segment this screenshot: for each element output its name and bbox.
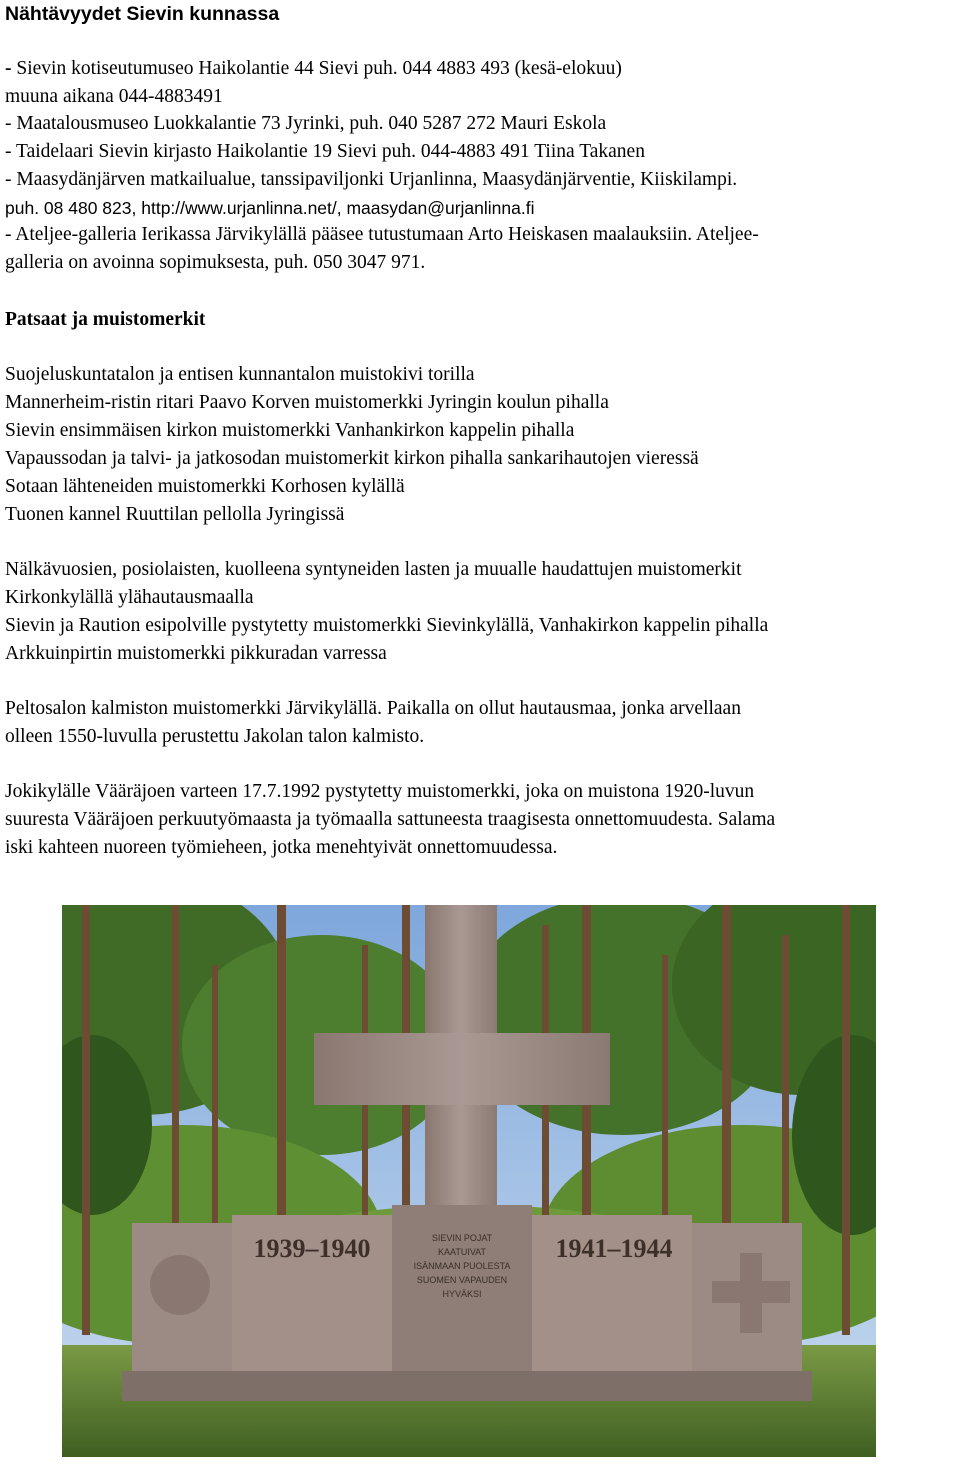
monument-line: Vapaussodan ja talvi- ja jatkosodan muistomerkit kirkon pihalla sankarihautojen vieressä [5,448,699,469]
monument-line: Sotaan lähteneiden muistomerkki Korhosen kylällä [5,476,405,497]
monument-line: Mannerheim-ristin ritari Paavo Korven muistomerkki Jyringin koulun pihalla [5,392,609,413]
monument-line: Arkkuinpirtin muistomerkki pikkuradan varressa [5,643,387,664]
year-text-left: 1939–1940 [253,1234,371,1263]
svg-text:HYVÄKSI: HYVÄKSI [442,1289,482,1299]
attraction-line: - Maasydänjärven matkailualue, tanssipaviljonki Urjanlinna, Maasydänjärventie, Kiiskilampi. [5,169,738,190]
monument-line: Suojeluskuntatalon ja entisen kunnantalon muistokivi torilla [5,364,475,385]
paragraph-line: iski kahteen nuoreen työmieheen, jotka menehtyivät onnettomuudessa. [5,837,558,858]
attraction-contact-line: puh. 08 480 823, http://www.urjanlinna.net/, maasydan@urjanlinna.fi [5,198,535,218]
svg-text:ISÄNMAAN PUOLESTA: ISÄNMAAN PUOLESTA [413,1261,511,1271]
attraction-line: - Sievin kotiseutumuseo Haikolantie 44 Sievi puh. 044 4883 493 (kesä-elokuu) [5,58,622,79]
monument-line: Nälkävuosien, posiolaisten, kuolleena syntyneiden lasten ja muualle haudattujen muistomerkit [5,559,742,580]
svg-text:KAATUIVAT: KAATUIVAT [437,1247,487,1257]
paragraph-line: suuresta Vääräjoen perkuutyömaasta ja työmaalla sattuneesta traagisesta onnettomuudesta. Salama [5,809,776,830]
svg-text:SIEVIN POJAT: SIEVIN POJAT [431,1233,493,1243]
paragraph-line: Peltosalon kalmiston muistomerkki Järvikylällä. Paikalla on ollut hautausmaa, jonka arvellaan [5,698,741,719]
attraction-line: - Ateljee-galleria Ierikassa Järvikylällä pääsee tutustumaan Arto Heiskasen maalauksiin. Ateljee- [5,224,759,245]
paragraph-line: olleen 1550-luvulla perustettu Jakolan talon kalmisto. [5,726,425,747]
svg-text:SUOMEN VAPAUDEN: SUOMEN VAPAUDEN [416,1275,508,1285]
attraction-line: muuna aikana 044-4883491 [5,86,223,107]
memorial-photo-drawing [62,905,876,1457]
monument-line: Tuonen kannel Ruuttilan pellolla Jyringissä [5,504,345,525]
soldier-relief [150,1255,210,1315]
monument-line: Sievin ja Raution esipolville pystytetty muistomerkki Sievinkylällä, Vanhakirkon kappelin pihalla [5,615,769,636]
monument-line: Sievin ensimmäisen kirkon muistomerkki Vanhankirkon kappelin pihalla [5,420,575,441]
paragraph-line: Jokikylälle Vääräjoen varteen 17.7.1992 pystytetty muistomerkki, joka on muistona 1920-luvun [5,781,755,802]
memorial-photo [62,905,876,1457]
page-title: Nähtävyydet Sievin kunnassa [5,3,280,25]
attraction-line: - Maatalousmuseo Luokkalantie 73 Jyrinki, puh. 040 5287 272 Mauri Eskola [5,113,607,134]
monument-line: Kirkonkylällä ylähautausmaalla [5,587,254,608]
section-heading: Patsaat ja muistomerkit [5,309,206,330]
attraction-line: - Taidelaari Sievin kirjasto Haikolantie 19 Sievi puh. 044-4883 491 Tiina Takanen [5,141,645,162]
year-text-right: 1941–1944 [555,1234,673,1263]
attraction-line: galleria on avoinna sopimuksesta, puh. 050 3047 971. [5,252,426,273]
